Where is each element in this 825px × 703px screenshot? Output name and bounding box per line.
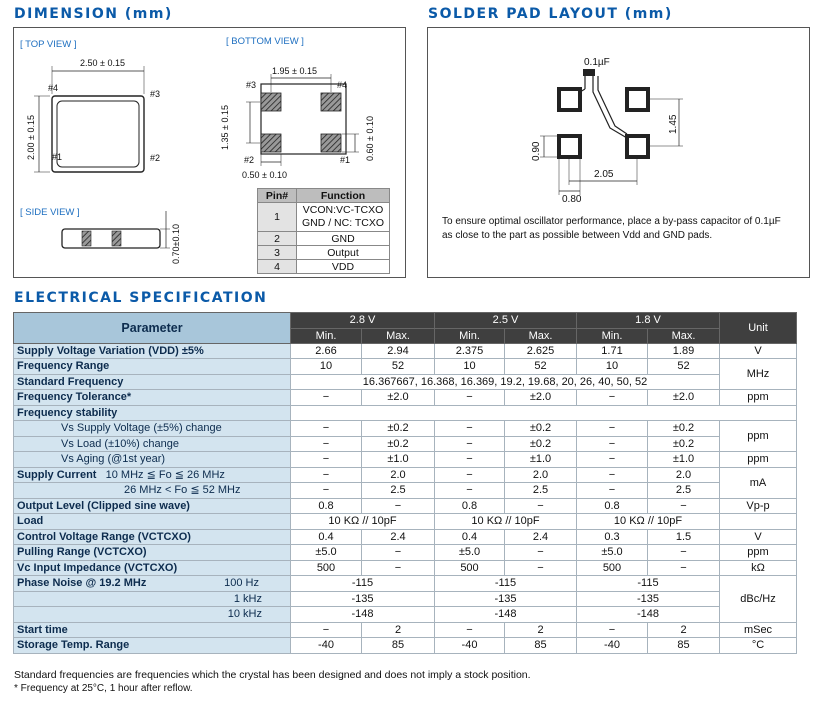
param-sublabel: 26 MHz < Fo ≦ 52 MHz xyxy=(14,483,291,499)
value-cell: − xyxy=(505,560,577,576)
value-cell: 0.8 xyxy=(577,498,648,514)
value-cell: − xyxy=(291,436,362,452)
phase-noise-offset: 100 Hz xyxy=(224,577,259,590)
table-row xyxy=(14,560,797,576)
voltage-header-2v8: 2.8 V xyxy=(291,313,435,329)
function-header: Function xyxy=(297,189,390,203)
value-cell: 52 xyxy=(648,359,720,375)
value-cell: 0.8 xyxy=(291,498,362,514)
value-cell: -135 xyxy=(577,591,720,607)
value-cell: − xyxy=(505,498,577,514)
unit-cell: ppm xyxy=(720,452,797,468)
table-row xyxy=(14,343,797,359)
value-cell: 2.4 xyxy=(505,529,577,545)
electrical-spec-heading: ELECTRICAL SPECIFICATION xyxy=(14,290,268,306)
value-cell: − xyxy=(435,436,505,452)
max-header: Max. xyxy=(648,328,720,343)
function-cell: VDD xyxy=(297,260,390,274)
supply-current-cond: 10 MHz ≦ Fo ≦ 26 MHz xyxy=(105,468,225,481)
pin-cell: 3 xyxy=(258,246,297,260)
electrical-spec-table xyxy=(13,312,797,654)
value-cell: 500 xyxy=(577,560,648,576)
unit-cell xyxy=(720,514,797,530)
value-cell: − xyxy=(362,545,435,561)
top-width-dim: 2.50 ± 0.15 xyxy=(80,58,125,68)
min-header: Min. xyxy=(577,328,648,343)
phase-noise-offset: 1 kHz xyxy=(14,591,291,607)
unit-cell: V xyxy=(720,343,797,359)
value-cell: − xyxy=(435,622,505,638)
min-header: Min. xyxy=(291,328,362,343)
table-row xyxy=(14,576,797,592)
value-cell: ±1.0 xyxy=(505,452,577,468)
function-line: VCON:VC-TCXO xyxy=(302,204,384,216)
param-label: Frequency Range xyxy=(14,359,291,375)
unit-header: Unit xyxy=(720,313,797,344)
table-row xyxy=(14,529,797,545)
footnote-standard-frequencies: Standard frequencies are frequencies which the crystal has been designed and does not imply a stock position. xyxy=(14,669,531,681)
table-row xyxy=(14,638,797,654)
value-cell: 2 xyxy=(505,622,577,638)
phase-noise-offset: 10 kHz xyxy=(14,607,291,623)
function-cell xyxy=(297,203,390,232)
value-cell: ±0.2 xyxy=(505,436,577,452)
table-row xyxy=(14,374,797,390)
param-label xyxy=(14,467,291,483)
dimension-heading: DIMENSION (mm) xyxy=(14,6,173,22)
parameter-header: Parameter xyxy=(14,313,291,344)
unit-cell: kΩ xyxy=(720,560,797,576)
param-label: Control Voltage Range (VCTCXO) xyxy=(14,529,291,545)
value-cell: 2 xyxy=(362,622,435,638)
value-cell: -40 xyxy=(577,638,648,654)
value-cell: 1.89 xyxy=(648,343,720,359)
value-cell: 10 KΩ // 10pF xyxy=(577,514,720,530)
value-cell: − xyxy=(362,560,435,576)
value-cell: − xyxy=(435,467,505,483)
value-cell: -148 xyxy=(291,607,435,623)
value-cell: − xyxy=(435,483,505,499)
top-view-drawing xyxy=(34,66,144,172)
value-cell: 2 xyxy=(648,622,720,638)
table-row xyxy=(14,545,797,561)
value-cell: − xyxy=(291,452,362,468)
value-cell: − xyxy=(648,560,720,576)
value-cell: 1.71 xyxy=(577,343,648,359)
value-cell: ±0.2 xyxy=(648,421,720,437)
value-cell: 2.5 xyxy=(505,483,577,499)
solder-note-line: as close to the part as possible between Vdd and GND pads. xyxy=(442,230,713,241)
value-cell: − xyxy=(577,452,648,468)
value-cell: 500 xyxy=(291,560,362,576)
top-pin2-label: #2 xyxy=(150,153,161,163)
value-cell: − xyxy=(291,421,362,437)
value-cell: 0.3 xyxy=(577,529,648,545)
value-cell: -115 xyxy=(577,576,720,592)
value-cell: -148 xyxy=(577,607,720,623)
value-cell: 10 KΩ // 10pF xyxy=(435,514,577,530)
unit-cell: °C xyxy=(720,638,797,654)
empty-cell xyxy=(291,405,797,421)
value-cell: − xyxy=(291,622,362,638)
value-cell: 1.5 xyxy=(648,529,720,545)
footnote-frequency-tolerance: * Frequency at 25°C, 1 hour after reflow. xyxy=(14,683,193,694)
solder-note xyxy=(442,215,781,243)
unit-cell: ppm xyxy=(720,545,797,561)
value-cell: 52 xyxy=(505,359,577,375)
pad-height-dim: 0.60 ± 0.10 xyxy=(365,116,375,161)
pad-size-dim: 0.90 xyxy=(531,141,542,161)
param-label: Storage Temp. Range xyxy=(14,638,291,654)
pad-width-dim: 0.50 ± 0.10 xyxy=(242,170,287,180)
pin-cell: 4 xyxy=(258,260,297,274)
unit-cell: Vp-p xyxy=(720,498,797,514)
value-cell: − xyxy=(291,467,362,483)
value-cell: 2.375 xyxy=(435,343,505,359)
pin-cell: 1 xyxy=(258,203,297,232)
param-label: Output Level (Clipped sine wave) xyxy=(14,498,291,514)
pin-function-table xyxy=(257,188,390,274)
top-height-dim: 2.00 ± 0.15 xyxy=(26,115,36,160)
bottom-pin4-label: #4 xyxy=(337,80,348,90)
value-cell: − xyxy=(577,483,648,499)
param-sublabel: Vs Load (±10%) change xyxy=(14,436,291,452)
value-cell: − xyxy=(291,483,362,499)
param-label: Standard Frequency xyxy=(14,374,291,390)
value-cell: 2.625 xyxy=(505,343,577,359)
value-cell: -40 xyxy=(291,638,362,654)
min-header: Min. xyxy=(435,328,505,343)
param-label: Load xyxy=(14,514,291,530)
unit-cell: MHz xyxy=(720,359,797,390)
solder-note-line: To ensure optimal oscillator performance, place a by-pass capacitor of 0.1µF xyxy=(442,216,781,227)
value-cell: − xyxy=(648,545,720,561)
table-row xyxy=(14,514,797,530)
value-cell: 85 xyxy=(648,638,720,654)
param-label: Pulling Range (VCTCXO) xyxy=(14,545,291,561)
value-cell: − xyxy=(505,545,577,561)
table-row xyxy=(14,390,797,406)
value-cell: ±2.0 xyxy=(648,390,720,406)
param-sublabel: Vs Supply Voltage (±5%) change xyxy=(14,421,291,437)
table-row xyxy=(14,359,797,375)
table-row xyxy=(14,467,797,483)
value-cell: ±2.0 xyxy=(505,390,577,406)
value-cell: − xyxy=(291,390,362,406)
table-row xyxy=(14,591,797,607)
bottom-height-dim: 1.35 ± 0.15 xyxy=(220,105,230,150)
phase-noise-label: Phase Noise @ 19.2 MHz xyxy=(17,577,147,590)
solder-pad-heading: SOLDER PAD LAYOUT (mm) xyxy=(428,6,673,22)
capacitor-label: 0.1µF xyxy=(584,57,610,68)
param-label: Frequency Tolerance* xyxy=(14,390,291,406)
pin-cell: 2 xyxy=(258,232,297,246)
supply-current-label: Supply Current xyxy=(17,468,97,481)
value-cell: ±2.0 xyxy=(362,390,435,406)
unit-cell: mSec xyxy=(720,622,797,638)
function-cell: Output xyxy=(297,246,390,260)
table-row xyxy=(14,421,797,437)
value-cell: 10 xyxy=(291,359,362,375)
value-cell: ±0.2 xyxy=(505,421,577,437)
unit-cell: mA xyxy=(720,467,797,498)
value-cell: -148 xyxy=(435,607,577,623)
value-cell: ±1.0 xyxy=(648,452,720,468)
param-label: Vc Input Impedance (VCTCXO) xyxy=(14,560,291,576)
unit-cell: V xyxy=(720,529,797,545)
value-cell: − xyxy=(435,452,505,468)
pad-pitch-vertical-dim: 1.45 xyxy=(668,114,679,134)
function-line: GND / NC: TCXO xyxy=(301,217,385,229)
voltage-header-1v8: 1.8 V xyxy=(577,313,720,329)
value-cell: − xyxy=(577,390,648,406)
value-cell: − xyxy=(577,622,648,638)
value-cell: − xyxy=(577,421,648,437)
side-height-dim: 0.70±0.10 xyxy=(171,224,181,264)
value-cell: ±0.2 xyxy=(362,421,435,437)
param-label: Frequency stability xyxy=(14,405,291,421)
param-label xyxy=(14,576,291,592)
value-cell: 0.8 xyxy=(435,498,505,514)
unit-cell: ppm xyxy=(720,390,797,406)
value-cell: 0.4 xyxy=(435,529,505,545)
value-cell: 2.5 xyxy=(648,483,720,499)
bottom-view-label: [ BOTTOM VIEW ] xyxy=(226,36,304,47)
side-view-label: [ SIDE VIEW ] xyxy=(20,207,80,218)
value-cell: − xyxy=(362,498,435,514)
value-cell: 500 xyxy=(435,560,505,576)
value-cell: 2.94 xyxy=(362,343,435,359)
table-row xyxy=(14,452,797,468)
value-cell: 10 KΩ // 10pF xyxy=(291,514,435,530)
top-view-label: [ TOP VIEW ] xyxy=(20,39,77,50)
value-cell: 0.4 xyxy=(291,529,362,545)
pin-header: Pin# xyxy=(258,189,297,203)
value-cell: 2.0 xyxy=(505,467,577,483)
table-row xyxy=(14,622,797,638)
table-row xyxy=(14,607,797,623)
value-cell: 85 xyxy=(505,638,577,654)
value-cell: 10 xyxy=(577,359,648,375)
value-cell: − xyxy=(577,436,648,452)
top-pin1-label: #1 xyxy=(52,152,63,162)
param-label: Supply Voltage Variation (VDD) ±5% xyxy=(14,343,291,359)
value-cell: ±5.0 xyxy=(435,545,505,561)
unit-cell: dBc/Hz xyxy=(720,576,797,623)
value-cell: -135 xyxy=(291,591,435,607)
bottom-pin2-label: #2 xyxy=(244,155,255,165)
param-label: Start time xyxy=(14,622,291,638)
solder-pad-panel xyxy=(427,27,810,278)
function-cell: GND xyxy=(297,232,390,246)
value-cell: ±5.0 xyxy=(291,545,362,561)
table-row xyxy=(14,405,797,421)
value-cell: -115 xyxy=(435,576,577,592)
table-row xyxy=(14,483,797,499)
dimension-panel xyxy=(13,27,406,278)
value-cell: 2.66 xyxy=(291,343,362,359)
value-cell: ±0.2 xyxy=(362,436,435,452)
value-cell: 16.367667, 16.368, 16.369, 19.2, 19.68, 20, 26, 40, 50, 52 xyxy=(291,374,720,390)
top-pin3-label: #3 xyxy=(150,89,161,99)
unit-cell: ppm xyxy=(720,421,797,452)
value-cell: ±1.0 xyxy=(362,452,435,468)
value-cell: -115 xyxy=(291,576,435,592)
table-row xyxy=(14,498,797,514)
max-header: Max. xyxy=(362,328,435,343)
voltage-header-2v5: 2.5 V xyxy=(435,313,577,329)
value-cell: 85 xyxy=(362,638,435,654)
param-sublabel: Vs Aging (@1st year) xyxy=(14,452,291,468)
value-cell: 52 xyxy=(362,359,435,375)
value-cell: 2.0 xyxy=(362,467,435,483)
value-cell: -135 xyxy=(435,591,577,607)
top-pin4-label: #4 xyxy=(48,83,59,93)
pad-pitch-horizontal-dim: 2.05 xyxy=(594,169,614,180)
value-cell: 2.4 xyxy=(362,529,435,545)
bottom-pin3-label: #3 xyxy=(246,80,257,90)
value-cell: 2.0 xyxy=(648,467,720,483)
value-cell: 10 xyxy=(435,359,505,375)
value-cell: ±0.2 xyxy=(648,436,720,452)
value-cell: -40 xyxy=(435,638,505,654)
value-cell: − xyxy=(435,390,505,406)
value-cell: − xyxy=(435,421,505,437)
value-cell: ±5.0 xyxy=(577,545,648,561)
value-cell: 2.5 xyxy=(362,483,435,499)
value-cell: − xyxy=(577,467,648,483)
value-cell: − xyxy=(648,498,720,514)
table-row xyxy=(14,436,797,452)
bottom-pin1-label: #1 xyxy=(340,155,351,165)
pad-width-solder-dim: 0.80 xyxy=(562,194,582,205)
max-header: Max. xyxy=(505,328,577,343)
bottom-width-dim: 1.95 ± 0.15 xyxy=(272,66,317,76)
